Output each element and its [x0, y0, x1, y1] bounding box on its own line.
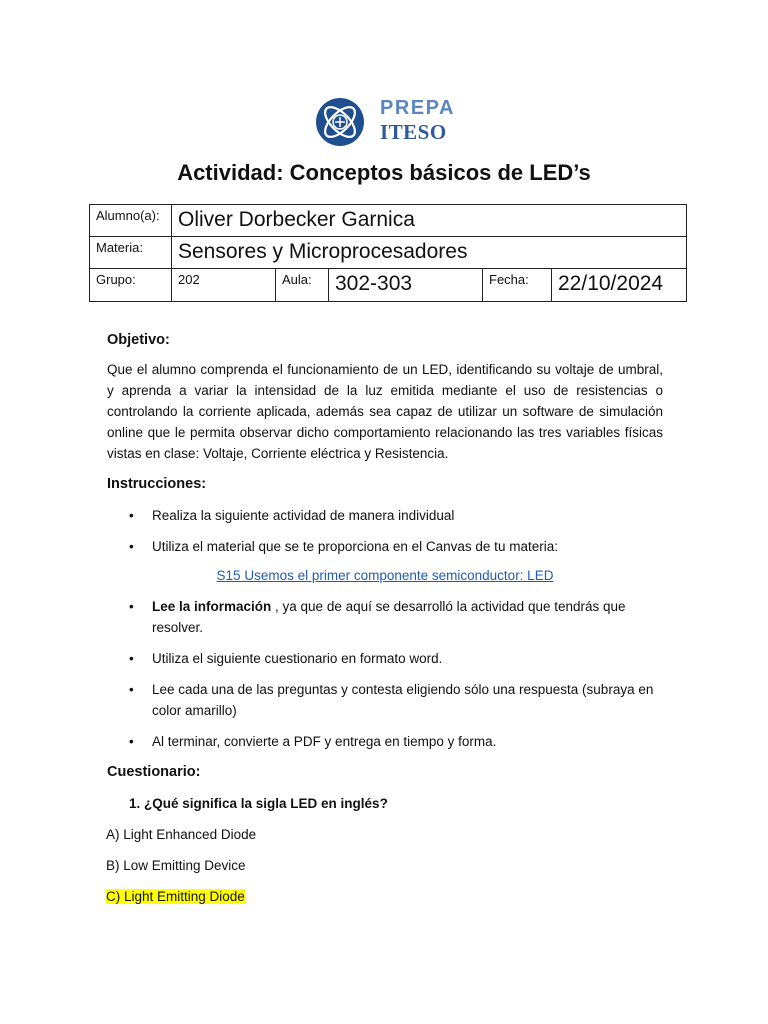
answer-option-c[interactable] — [106, 886, 663, 907]
question-1: 1. ¿Qué significa la sigla LED en inglés? — [129, 796, 388, 811]
instruction-text: Utiliza el siguiente cuestionario en formato word. — [152, 651, 443, 666]
bullet-icon: • — [129, 734, 134, 749]
student-label: Alumno(a): — [90, 205, 172, 237]
list-item — [107, 679, 663, 721]
instruction-text: Realiza la siguiente actividad de manera individual — [152, 508, 455, 523]
answer-option-b[interactable] — [106, 855, 663, 876]
material-link[interactable]: S15 Usemos el primer componente semiconductor: LED — [216, 568, 554, 583]
list-item — [107, 536, 663, 557]
student-name: Oliver Dorbecker Garnica — [172, 205, 687, 237]
document-body — [107, 330, 663, 917]
objective-text: Que el alumno comprenda el funcionamiento de un LED, identificando su voltaje de umbral, y aprenda a variar la intensidad de la luz emitida mediante el uso de resistencias o controlando la corriente aplicada, además sea capaz de utilizar un software de simulación online que le permita observar dicho comportamiento relacionando las tres variables físicas vistas en clase: Voltaje, Corriente eléctrica y Resistencia. — [107, 362, 663, 461]
bullet-icon: • — [129, 508, 134, 523]
instruction-text: Lee cada una de las preguntas y contesta eligiendo sólo una respuesta (subraya en color amarillo) — [152, 682, 654, 718]
list-item — [107, 505, 663, 526]
document-title: Actividad: Conceptos básicos de LED’s — [177, 160, 591, 185]
instruction-text: , ya que de aquí se desarrolló la actividad que tendrás que resolver. — [152, 599, 626, 635]
instruction-bold-text: Lee la información — [152, 599, 272, 614]
instruction-text: Al terminar, convierte a PDF y entrega en tiempo y forma. — [152, 734, 497, 749]
quiz-heading: Cuestionario: — [107, 764, 201, 780]
bullet-icon: • — [129, 651, 134, 666]
logo-line2: ITESO — [380, 120, 447, 144]
answer-option-a[interactable] — [106, 824, 663, 845]
group-value: 202 — [172, 269, 276, 302]
logo-line1: PREPA — [380, 97, 455, 119]
answer-c-highlighted-text: C) Light Emitting Diode — [106, 889, 245, 904]
answer-b-text: B) Low Emitting Device — [106, 858, 246, 873]
student-row — [90, 205, 687, 237]
subject-name: Sensores y Microprocesadores — [172, 237, 687, 269]
bullet-icon: • — [129, 682, 134, 697]
list-item — [107, 596, 663, 638]
bullet-icon: • — [129, 599, 134, 614]
subject-row — [90, 237, 687, 269]
prepa-iteso-logo — [314, 96, 464, 148]
prepa-iteso-logo-icon — [314, 96, 366, 148]
material-link-row — [107, 565, 663, 586]
objective-heading: Objetivo: — [107, 332, 170, 348]
room-value: 302-303 — [329, 269, 483, 302]
date-value: 22/10/2024 — [552, 269, 687, 302]
room-label: Aula: — [276, 269, 329, 302]
logo-wordmark — [380, 96, 455, 143]
subject-label: Materia: — [90, 237, 172, 269]
group-row — [90, 269, 687, 302]
bullet-icon: • — [129, 539, 134, 554]
instructions-heading: Instrucciones: — [107, 476, 207, 492]
group-label: Grupo: — [90, 269, 172, 302]
list-item — [107, 731, 663, 752]
instruction-text: Utiliza el material que se te proporciona en el Canvas de tu materia: — [152, 539, 558, 554]
student-info-table — [89, 204, 687, 302]
date-label: Fecha: — [483, 269, 552, 302]
instructions-list — [107, 505, 663, 752]
list-item — [107, 648, 663, 669]
answer-a-text: A) Light Enhanced Diode — [106, 827, 257, 842]
